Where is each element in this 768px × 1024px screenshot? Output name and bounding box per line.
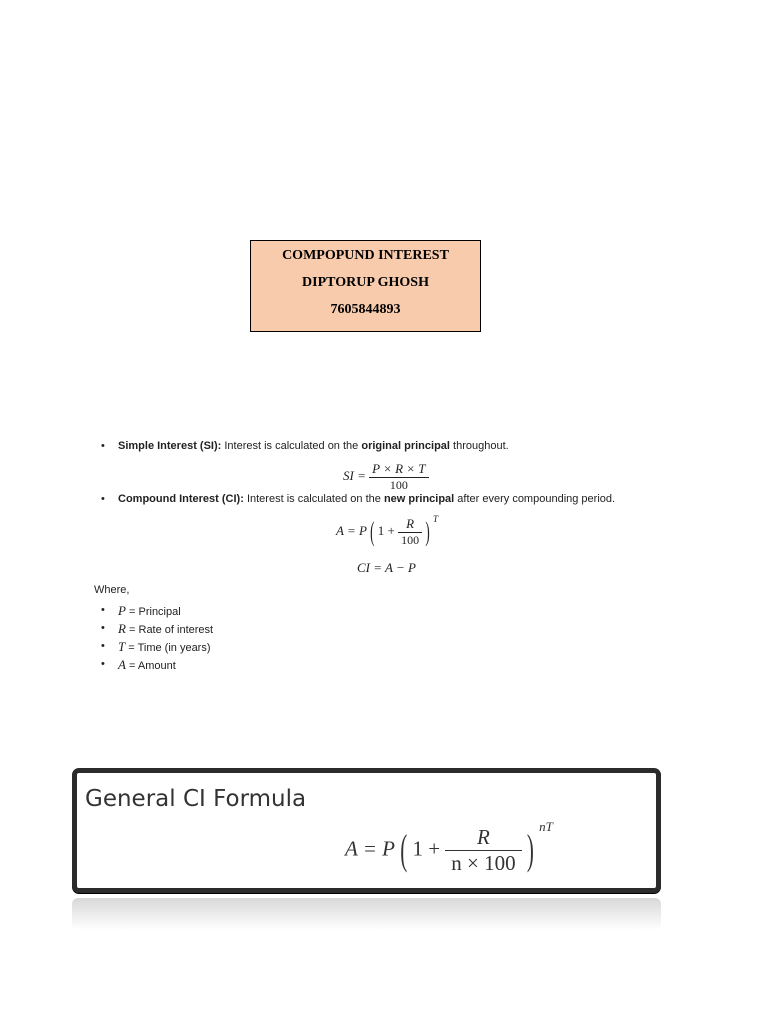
var-symbol: P — [118, 603, 126, 618]
var-description: = Time (in years) — [128, 642, 211, 654]
var-description: = Amount — [129, 660, 176, 672]
card-reflection — [72, 898, 661, 930]
bullet-marker: • — [101, 622, 105, 634]
amount-numerator: R — [398, 516, 422, 533]
bullet-marker: • — [101, 440, 105, 452]
bullet-marker: • — [101, 604, 105, 616]
si-fraction — [369, 461, 428, 493]
amount-denominator: 100 — [401, 533, 420, 547]
ci-bold: new principal — [383, 493, 455, 505]
var-item-time — [118, 639, 211, 655]
general-exponent: nT — [539, 819, 553, 835]
var-item-amount — [118, 657, 176, 673]
ci-equation: CI = A − P — [357, 560, 416, 575]
var-item-rate — [118, 621, 213, 637]
var-description: = Principal — [129, 606, 181, 618]
si-text-a: Interest is calculated on the — [224, 440, 359, 452]
amount-formula — [336, 513, 438, 548]
one-plus: 1 + — [377, 522, 395, 538]
amount-lhs: A = P — [336, 522, 367, 538]
bullet-marker: • — [101, 493, 105, 505]
var-item-principal — [118, 603, 181, 619]
ci-text-b: after every compounding period. — [457, 493, 616, 505]
right-paren: ) — [526, 825, 534, 874]
left-paren: ( — [400, 825, 408, 874]
card-title: General CI Formula — [85, 786, 307, 812]
amount-fraction — [398, 516, 422, 548]
bullet-marker: • — [101, 640, 105, 652]
var-symbol: R — [118, 621, 126, 636]
var-symbol: T — [118, 639, 126, 654]
general-denominator: n × 100 — [451, 851, 516, 875]
right-paren: ) — [425, 515, 430, 547]
ci-definition — [118, 493, 615, 505]
amount-exponent: T — [432, 513, 438, 524]
si-denominator: 100 — [389, 478, 408, 492]
si-formula — [343, 461, 429, 493]
var-description: = Rate of interest — [129, 624, 214, 636]
var-symbol: A — [118, 657, 126, 672]
si-numerator: P × R × T — [369, 461, 428, 478]
si-lhs: SI = — [343, 467, 366, 483]
general-numerator: R — [445, 825, 521, 851]
title-heading: COMPOPUND INTEREST — [282, 248, 449, 263]
where-label: Where, — [94, 584, 130, 596]
general-one-plus: 1 + — [412, 836, 441, 861]
si-text-b: throughout. — [453, 440, 509, 452]
si-label: Simple Interest (SI): — [118, 440, 222, 452]
phone-number: 7605844893 — [330, 302, 401, 317]
ci-text-a: Interest is calculated on the — [246, 493, 381, 505]
general-fraction — [445, 825, 521, 876]
si-bold: original principal — [361, 440, 450, 452]
bullet-marker: • — [101, 658, 105, 670]
general-ci-formula-card — [72, 768, 661, 893]
general-ci-formula — [345, 819, 553, 876]
author-name: DIPTORUP GHOSH — [302, 275, 429, 290]
left-paren: ( — [370, 515, 375, 547]
ci-label: Compound Interest (CI): — [118, 493, 244, 505]
si-definition — [118, 440, 509, 452]
general-lhs: A = P — [345, 836, 395, 861]
